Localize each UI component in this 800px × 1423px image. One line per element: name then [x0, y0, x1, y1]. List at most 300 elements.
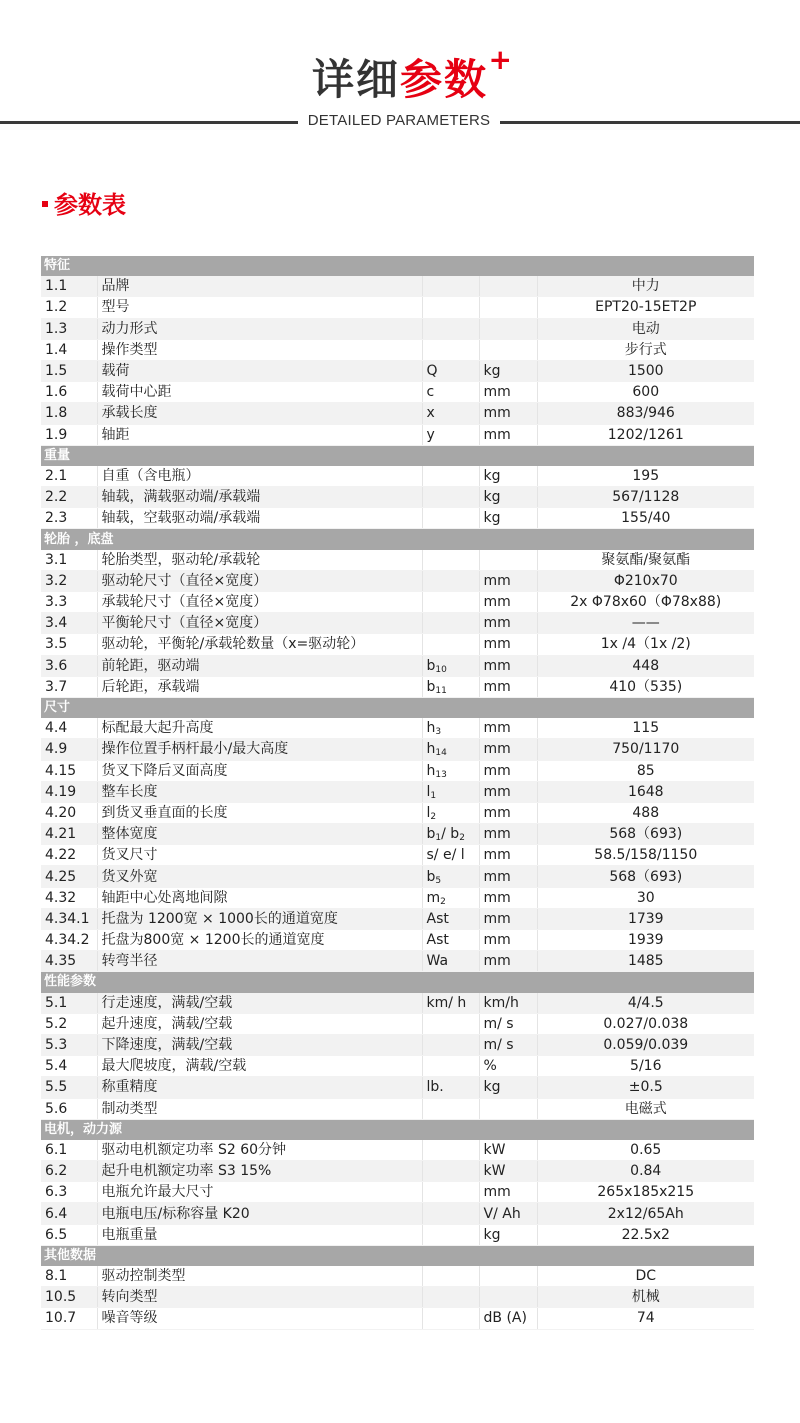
cell-name: 货叉尺寸: [97, 845, 422, 866]
symbol-text: Ast: [426, 932, 449, 949]
cell-name: 轴距: [97, 424, 422, 445]
cell-name: 轴载，满载驱动端/承载端: [97, 487, 422, 508]
cell-number: 6.3: [41, 1182, 97, 1203]
cell-name: 制动类型: [97, 1098, 422, 1119]
cell-name: 轴载，空载驱动端/承载端: [97, 508, 422, 529]
cell-number: 3.4: [41, 613, 97, 634]
cell-symbol: [422, 634, 479, 655]
title-dark-part: 详细: [311, 55, 400, 104]
table-row: [41, 1287, 754, 1308]
cell-symbol: [422, 1266, 479, 1287]
cell-unit: [479, 318, 537, 339]
title-wrap: [0, 43, 800, 106]
cell-unit: kg: [479, 360, 537, 381]
cell-symbol: [422, 339, 479, 360]
cell-symbol: [422, 1203, 479, 1224]
cell-value: Φ210x70: [537, 570, 754, 591]
table-row: [41, 1140, 754, 1161]
cell-unit: mm: [479, 1182, 537, 1203]
cell-symbol: [422, 403, 479, 424]
cell-unit: mm: [479, 845, 537, 866]
page-title: [311, 43, 515, 106]
cell-symbol: [422, 824, 479, 845]
symbol-text: h: [426, 741, 436, 758]
table-row: [41, 318, 754, 339]
cell-value: 410（535): [537, 676, 754, 697]
table-row: [41, 550, 754, 571]
cell-value: 步行式: [537, 339, 754, 360]
table-row: [41, 1098, 754, 1119]
cell-number: 6.2: [41, 1161, 97, 1182]
table-row: [41, 1224, 754, 1245]
cell-name: 操作位置手柄杆最小/最大高度: [97, 739, 422, 760]
symbol-subscript-2: 2: [459, 833, 465, 844]
cell-value: 750/1170: [537, 739, 754, 760]
cell-unit: mm: [479, 676, 537, 697]
cell-unit: kg: [479, 508, 537, 529]
cell-value: 22.5x2: [537, 1224, 754, 1245]
cell-value: 5/16: [537, 1056, 754, 1077]
cell-value: 74: [537, 1308, 754, 1329]
cell-unit: mm: [479, 655, 537, 676]
cell-value: 85: [537, 760, 754, 781]
table-row: [41, 930, 754, 951]
cell-value: 1500: [537, 360, 754, 381]
cell-number: 3.5: [41, 634, 97, 655]
cell-value: 机械: [537, 1287, 754, 1308]
cell-value: 电动: [537, 318, 754, 339]
cell-name: 后轮距，承载端: [97, 676, 422, 697]
cell-number: 3.3: [41, 592, 97, 613]
section-label: 电机，动力源: [41, 1119, 754, 1140]
cell-unit: mm: [479, 824, 537, 845]
cell-number: 10.5: [41, 1287, 97, 1308]
cell-symbol: [422, 802, 479, 823]
cell-number: 5.5: [41, 1077, 97, 1098]
cell-symbol: [422, 550, 479, 571]
cell-unit: [479, 1098, 537, 1119]
cell-symbol: [422, 655, 479, 676]
cell-name: 平衡轮尺寸（直径×宽度）: [97, 613, 422, 634]
table-row: [41, 487, 754, 508]
cell-unit: [479, 1287, 537, 1308]
cell-symbol: [422, 845, 479, 866]
symbol-text: b: [426, 868, 436, 885]
section-label: 重量: [41, 445, 754, 466]
cell-number: 4.9: [41, 739, 97, 760]
cell-symbol: [422, 382, 479, 403]
cell-value: 883/946: [537, 403, 754, 424]
cell-name: 操作类型: [97, 339, 422, 360]
cell-number: 3.7: [41, 676, 97, 697]
symbol-text: b: [426, 678, 436, 695]
cell-value: 1739: [537, 908, 754, 929]
cell-number: 4.34.1: [41, 908, 97, 929]
section-label: 特征: [41, 256, 754, 276]
section-row: [41, 445, 754, 466]
cell-name: 驱动电机额定功率 S2 60分钟: [97, 1140, 422, 1161]
cell-name: 起升速度，满载/空载: [97, 1013, 422, 1034]
table-row: [41, 1308, 754, 1329]
cell-unit: mm: [479, 718, 537, 739]
symbol-text: m: [426, 889, 441, 906]
table-row: [41, 1182, 754, 1203]
cell-unit: mm: [479, 866, 537, 887]
symbol-text: l: [426, 783, 431, 800]
cell-number: 1.5: [41, 360, 97, 381]
cell-symbol: [422, 866, 479, 887]
table-row: [41, 845, 754, 866]
cell-value: 电磁式: [537, 1098, 754, 1119]
cell-value: ——: [537, 613, 754, 634]
cell-name: 品牌: [97, 276, 422, 297]
table-row: [41, 1056, 754, 1077]
table-row: [41, 508, 754, 529]
symbol-subscript: 3: [435, 727, 442, 738]
table-row: [41, 951, 754, 972]
symbol-subscript: 2: [440, 896, 446, 907]
cell-number: 4.25: [41, 866, 97, 887]
section-row: [41, 256, 754, 276]
table-row: [41, 339, 754, 360]
table-row: [41, 424, 754, 445]
cell-symbol: [422, 613, 479, 634]
divider-left: [0, 121, 298, 124]
cell-name: 托盘为 1200宽 × 1000长的通道宽度: [97, 908, 422, 929]
table-row: [41, 655, 754, 676]
section-label: 其他数据: [41, 1245, 754, 1266]
cell-number: 3.2: [41, 570, 97, 591]
cell-value: 2x12/65Ah: [537, 1203, 754, 1224]
cell-number: 5.4: [41, 1056, 97, 1077]
cell-symbol: [422, 360, 479, 381]
section-label: 尺寸: [41, 697, 754, 718]
cell-symbol: [422, 1056, 479, 1077]
cell-symbol: [422, 781, 479, 802]
cell-number: 1.2: [41, 297, 97, 318]
cell-symbol: [422, 887, 479, 908]
table-row: [41, 382, 754, 403]
table-row: [41, 1266, 754, 1287]
cell-value: 568（693): [537, 866, 754, 887]
page-header: [0, 0, 800, 140]
cell-value: 265x185x215: [537, 1182, 754, 1203]
table-row: [41, 887, 754, 908]
table-row: [41, 908, 754, 929]
cell-name: 电瓶允许最大尺寸: [97, 1182, 422, 1203]
cell-symbol: [422, 1077, 479, 1098]
cell-name: 行走速度，满载/空载: [97, 993, 422, 1014]
cell-number: 3.6: [41, 655, 97, 676]
cell-number: 1.4: [41, 339, 97, 360]
cell-unit: V/ Ah: [479, 1203, 537, 1224]
cell-symbol: [422, 760, 479, 781]
cell-name: 电瓶电压/标称容量 K20: [97, 1203, 422, 1224]
table-row: [41, 613, 754, 634]
cell-unit: mm: [479, 403, 537, 424]
cell-symbol: [422, 570, 479, 591]
cell-value: 0.65: [537, 1140, 754, 1161]
cell-unit: mm: [479, 760, 537, 781]
section-row: [41, 697, 754, 718]
cell-number: 4.19: [41, 781, 97, 802]
cell-name: 噪音等级: [97, 1308, 422, 1329]
cell-unit: mm: [479, 802, 537, 823]
table-row: [41, 570, 754, 591]
cell-unit: kg: [479, 487, 537, 508]
symbol-text: b: [426, 826, 436, 843]
cell-name: 货叉外宽: [97, 866, 422, 887]
section-row: [41, 972, 754, 993]
cell-number: 4.34.2: [41, 930, 97, 951]
symbol-subscript: 5: [435, 875, 442, 886]
cell-number: 1.9: [41, 424, 97, 445]
cell-unit: kg: [479, 466, 537, 487]
cell-number: 4.22: [41, 845, 97, 866]
table-row: [41, 676, 754, 697]
cell-symbol: [422, 951, 479, 972]
cell-unit: mm: [479, 634, 537, 655]
divider-right: [500, 121, 800, 124]
cell-number: 4.21: [41, 824, 97, 845]
section-row: [41, 1119, 754, 1140]
cell-number: 2.1: [41, 466, 97, 487]
section-heading-text: 参数表: [54, 190, 126, 219]
table-row: [41, 866, 754, 887]
table-row: [41, 403, 754, 424]
table-row: [41, 824, 754, 845]
cell-value: 488: [537, 802, 754, 823]
symbol-text: h: [426, 720, 436, 737]
cell-number: 1.3: [41, 318, 97, 339]
cell-symbol: [422, 1224, 479, 1245]
cell-name: 标配最大起升高度: [97, 718, 422, 739]
cell-value: 568（693): [537, 824, 754, 845]
table-row: [41, 634, 754, 655]
cell-number: 4.15: [41, 760, 97, 781]
table-row: [41, 760, 754, 781]
cell-number: 5.3: [41, 1034, 97, 1055]
cell-symbol: [422, 487, 479, 508]
cell-value: EPT20-15ET2P: [537, 297, 754, 318]
cell-number: 5.1: [41, 993, 97, 1014]
symbol-subscript: 14: [435, 748, 447, 759]
symbol-subscript: 1: [435, 833, 442, 844]
cell-unit: mm: [479, 887, 537, 908]
cell-value: 195: [537, 466, 754, 487]
cell-name: 前轮距，驱动端: [97, 655, 422, 676]
cell-unit: mm: [479, 781, 537, 802]
cell-name: 电瓶重量: [97, 1224, 422, 1245]
cell-symbol: [422, 466, 479, 487]
cell-number: 1.1: [41, 276, 97, 297]
symbol-text: Q: [426, 363, 438, 380]
table-row: [41, 1034, 754, 1055]
symbol-text: c: [426, 384, 435, 401]
cell-unit: mm: [479, 382, 537, 403]
cell-number: 4.20: [41, 802, 97, 823]
cell-unit: kW: [479, 1140, 537, 1161]
cell-value: 0.027/0.038: [537, 1013, 754, 1034]
cell-number: 3.1: [41, 550, 97, 571]
table-row: [41, 1161, 754, 1182]
cell-symbol: [422, 908, 479, 929]
spec-table-body: [41, 256, 754, 1329]
table-row: [41, 466, 754, 487]
table-row: [41, 739, 754, 760]
cell-value: 567/1128: [537, 487, 754, 508]
table-row: [41, 993, 754, 1014]
table-row: [41, 718, 754, 739]
table-row: [41, 360, 754, 381]
cell-number: 2.3: [41, 508, 97, 529]
cell-name: 托盘为800宽 × 1200长的通道宽度: [97, 930, 422, 951]
cell-name: 转向类型: [97, 1287, 422, 1308]
cell-symbol: [422, 930, 479, 951]
cell-value: 30: [537, 887, 754, 908]
cell-value: 4/4.5: [537, 993, 754, 1014]
table-row: [41, 276, 754, 297]
cell-name: 最大爬坡度，满载/空载: [97, 1056, 422, 1077]
cell-unit: mm: [479, 592, 537, 613]
cell-name: 驱动轮尺寸（直径×宽度）: [97, 570, 422, 591]
cell-unit: km/h: [479, 993, 537, 1014]
symbol-subscript: 2: [430, 811, 437, 822]
cell-symbol: [422, 1287, 479, 1308]
cell-value: ±0.5: [537, 1077, 754, 1098]
cell-symbol: [422, 1098, 479, 1119]
symbol-text: y: [426, 426, 435, 443]
cell-unit: mm: [479, 908, 537, 929]
symbol-subscript: 11: [435, 685, 447, 696]
cell-name: 整车长度: [97, 781, 422, 802]
title-red-part: 参数: [400, 55, 489, 104]
cell-number: 5.2: [41, 1013, 97, 1034]
cell-unit: [479, 297, 537, 318]
cell-value: 0.059/0.039: [537, 1034, 754, 1055]
cell-name: 下降速度，满载/空载: [97, 1034, 422, 1055]
table-row: [41, 297, 754, 318]
section-row: [41, 1245, 754, 1266]
cell-number: 4.32: [41, 887, 97, 908]
cell-symbol: [422, 318, 479, 339]
cell-name: 轮胎类型，驱动轮/承载轮: [97, 550, 422, 571]
bullet-square-icon: [42, 201, 48, 207]
symbol-text: b: [426, 657, 436, 674]
cell-symbol: [422, 276, 479, 297]
cell-number: 4.4: [41, 718, 97, 739]
cell-number: 1.6: [41, 382, 97, 403]
cell-name: 起升电机额定功率 S3 15%: [97, 1161, 422, 1182]
cell-value: 0.84: [537, 1161, 754, 1182]
table-row: [41, 1013, 754, 1034]
section-row: [41, 529, 754, 550]
plus-icon: +: [488, 43, 515, 76]
cell-name: 型号: [97, 297, 422, 318]
cell-number: 1.8: [41, 403, 97, 424]
cell-symbol: [422, 1182, 479, 1203]
cell-number: 5.6: [41, 1098, 97, 1119]
symbol-subscript: 13: [435, 769, 447, 780]
cell-unit: [479, 276, 537, 297]
symbol-text-2: / b: [441, 826, 460, 843]
spec-table: [41, 256, 754, 1330]
symbol-text: Ast: [426, 910, 449, 927]
cell-value: 1202/1261: [537, 424, 754, 445]
cell-unit: m/ s: [479, 1013, 537, 1034]
cell-symbol: [422, 676, 479, 697]
table-row: [41, 592, 754, 613]
cell-unit: mm: [479, 739, 537, 760]
cell-name: 转弯半径: [97, 951, 422, 972]
cell-value: 1485: [537, 951, 754, 972]
cell-name: 整体宽度: [97, 824, 422, 845]
cell-symbol: [422, 1308, 479, 1329]
cell-symbol: [422, 718, 479, 739]
cell-name: 自重（含电瓶）: [97, 466, 422, 487]
cell-symbol: [422, 592, 479, 613]
table-row: [41, 1203, 754, 1224]
cell-name: 动力形式: [97, 318, 422, 339]
cell-symbol: [422, 1140, 479, 1161]
cell-value: 600: [537, 382, 754, 403]
symbol-subscript: 10: [435, 664, 447, 675]
cell-value: 1648: [537, 781, 754, 802]
cell-symbol: [422, 1034, 479, 1055]
cell-unit: mm: [479, 613, 537, 634]
cell-unit: m/ s: [479, 1034, 537, 1055]
table-row: [41, 802, 754, 823]
cell-value: 聚氨酯/聚氨酯: [537, 550, 754, 571]
cell-symbol: [422, 424, 479, 445]
cell-unit: mm: [479, 930, 537, 951]
cell-symbol: [422, 1161, 479, 1182]
page-subtitle: DETAILED PARAMETERS: [307, 112, 491, 129]
cell-name: 承载长度: [97, 403, 422, 424]
cell-symbol: [422, 739, 479, 760]
section-heading: [42, 186, 126, 218]
symbol-text: lb.: [426, 1079, 444, 1096]
cell-unit: dB (A): [479, 1308, 537, 1329]
cell-name: 载荷: [97, 360, 422, 381]
cell-number: 6.4: [41, 1203, 97, 1224]
cell-name: 到货叉垂直面的长度: [97, 802, 422, 823]
cell-number: 6.1: [41, 1140, 97, 1161]
cell-value: DC: [537, 1266, 754, 1287]
cell-number: 2.2: [41, 487, 97, 508]
cell-unit: mm: [479, 424, 537, 445]
cell-unit: kg: [479, 1224, 537, 1245]
cell-value: 中力: [537, 276, 754, 297]
cell-name: 驱动轮，平衡轮/承载轮数量（x=驱动轮）: [97, 634, 422, 655]
cell-number: 8.1: [41, 1266, 97, 1287]
cell-value: 1939: [537, 930, 754, 951]
cell-name: 称重精度: [97, 1077, 422, 1098]
cell-symbol: [422, 508, 479, 529]
cell-unit: %: [479, 1056, 537, 1077]
cell-symbol: [422, 1013, 479, 1034]
cell-unit: kW: [479, 1161, 537, 1182]
cell-unit: mm: [479, 570, 537, 591]
cell-unit: [479, 339, 537, 360]
cell-number: 6.5: [41, 1224, 97, 1245]
cell-symbol: [422, 993, 479, 1014]
symbol-text: l: [426, 804, 431, 821]
cell-name: 轴距中心处离地间隙: [97, 887, 422, 908]
cell-symbol: [422, 297, 479, 318]
section-label: 轮胎 ，底盘: [41, 529, 754, 550]
symbol-text: Wa: [426, 953, 449, 970]
